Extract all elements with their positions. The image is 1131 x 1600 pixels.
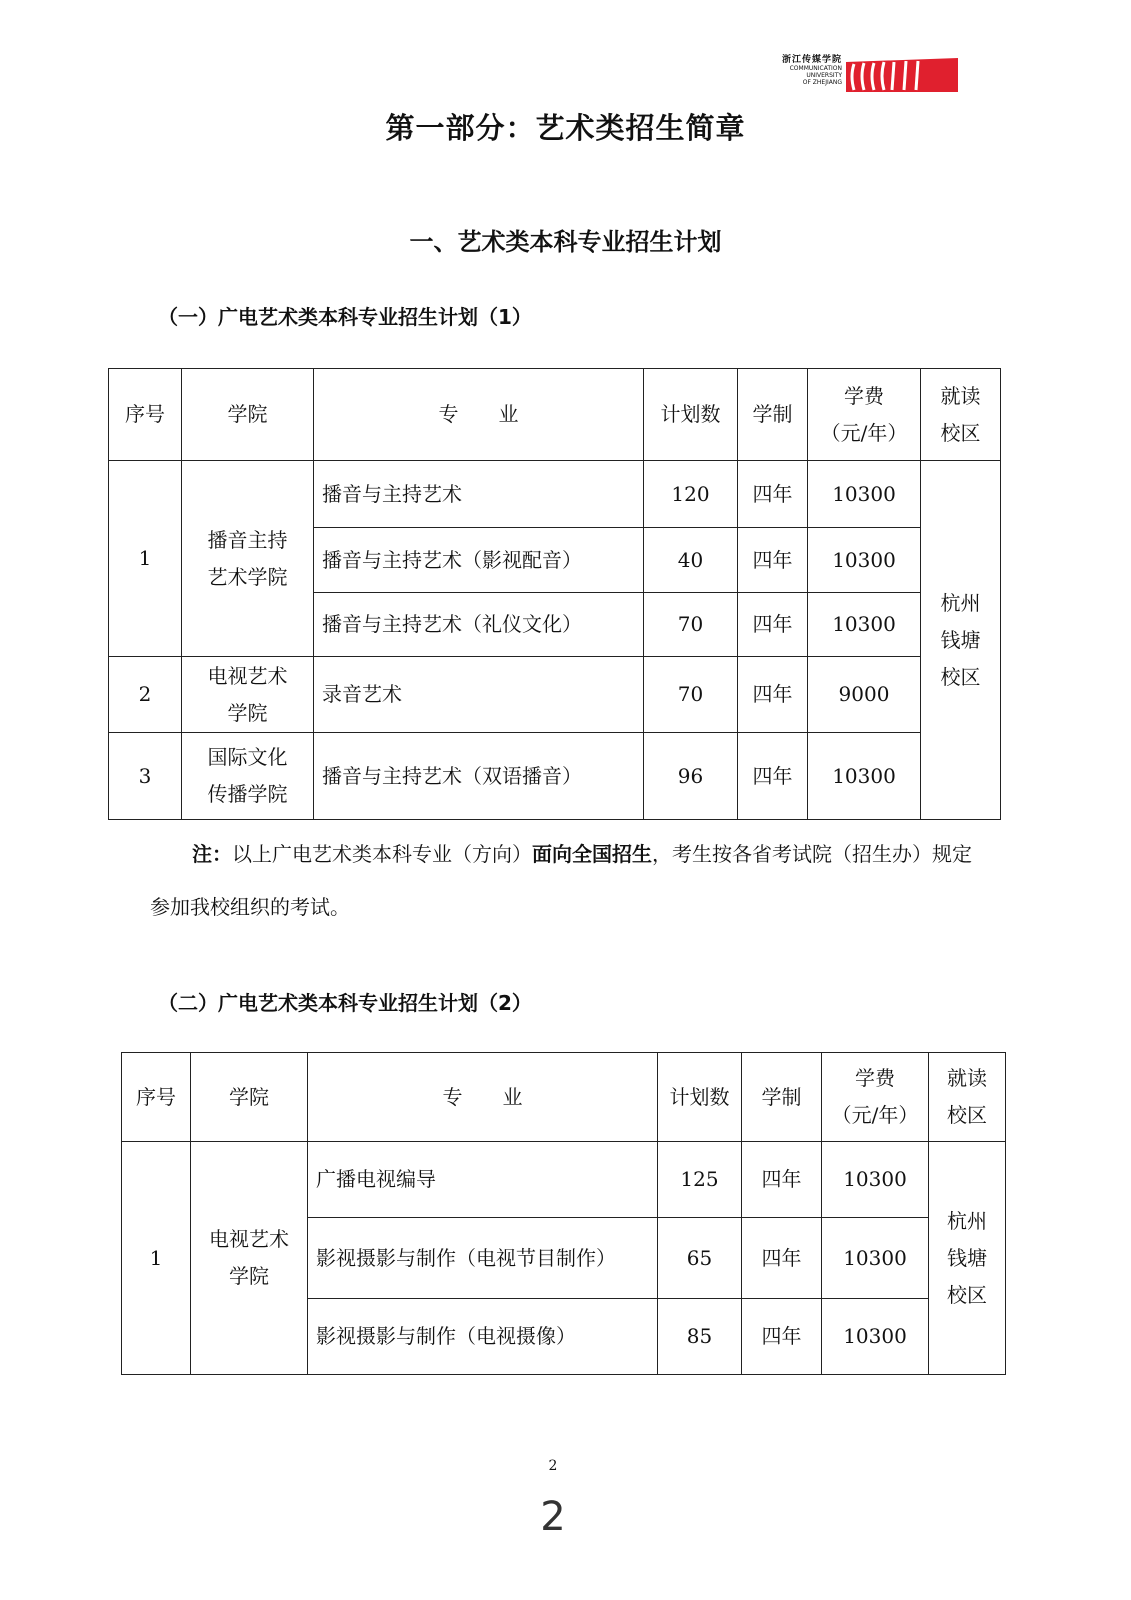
row-duration: 四年 xyxy=(738,461,808,528)
table-header-row xyxy=(122,1053,1006,1142)
row-fee: 9000 xyxy=(808,657,921,733)
logo-text xyxy=(770,56,842,86)
row-major: 播音与主持艺术（礼仪文化） xyxy=(314,593,644,657)
header-college: 学院 xyxy=(191,1053,308,1142)
campus-line2: 钱塘 xyxy=(947,1245,987,1270)
header-fee-line2: （元/年） xyxy=(820,420,908,445)
header-fee xyxy=(822,1053,929,1142)
note-text1: 以上广电艺术类本科专业（方向） xyxy=(232,842,532,866)
row-plan: 85 xyxy=(658,1299,742,1375)
row-duration: 四年 xyxy=(738,593,808,657)
header-major: 专 业 xyxy=(314,369,644,461)
table-header-row xyxy=(109,369,1001,461)
header-duration: 学制 xyxy=(742,1053,822,1142)
college-line2: 学院 xyxy=(227,700,268,725)
header-no: 序号 xyxy=(122,1053,191,1142)
row-duration: 四年 xyxy=(742,1299,822,1375)
row-college xyxy=(191,1142,308,1375)
header-duration: 学制 xyxy=(738,369,808,461)
page-title: 第一部分：艺术类招生简章 xyxy=(385,111,746,145)
row-plan: 40 xyxy=(644,528,738,593)
row-major: 播音与主持艺术 xyxy=(314,461,644,528)
row-plan: 125 xyxy=(658,1142,742,1218)
row-fee: 10300 xyxy=(822,1218,929,1299)
section-title: 一、艺术类本科专业招生计划 xyxy=(409,228,722,256)
table-row xyxy=(109,657,1001,733)
row-major: 影视摄影与制作（电视节目制作） xyxy=(308,1218,658,1299)
header-no: 序号 xyxy=(109,369,182,461)
row-major: 播音与主持艺术（双语播音） xyxy=(314,733,644,820)
header-campus-line2: 校区 xyxy=(947,1103,987,1127)
university-logo xyxy=(770,56,980,94)
header-plan: 计划数 xyxy=(658,1053,742,1142)
college-line1: 电视艺术 xyxy=(207,663,288,688)
row-duration: 四年 xyxy=(742,1218,822,1299)
plan-table-1 xyxy=(108,368,1001,820)
college-line2: 传播学院 xyxy=(207,782,288,806)
row-major: 影视摄影与制作（电视摄像） xyxy=(308,1299,658,1375)
row-fee: 10300 xyxy=(822,1142,929,1218)
row-major: 播音与主持艺术（影视配音） xyxy=(314,528,644,593)
row-no: 1 xyxy=(122,1142,191,1375)
note-bold: 面向全国招生 xyxy=(532,842,652,866)
row-plan: 120 xyxy=(644,461,738,528)
campus-line3: 校区 xyxy=(940,664,981,689)
logo-cn: 浙江传媒学院 xyxy=(781,55,842,65)
logo-en-line3: OF ZHEJIANG xyxy=(802,79,842,86)
row-plan: 65 xyxy=(658,1218,742,1299)
row-fee: 10300 xyxy=(822,1299,929,1375)
campus-line3: 校区 xyxy=(947,1282,987,1307)
section1-note xyxy=(150,828,980,934)
header-campus-line1: 就读 xyxy=(947,1066,987,1090)
row-duration: 四年 xyxy=(738,657,808,733)
header-fee-line2: （元/年） xyxy=(831,1103,919,1127)
row-campus xyxy=(929,1142,1006,1375)
header-campus-line1: 就读 xyxy=(940,383,981,408)
header-major: 专 业 xyxy=(308,1053,658,1142)
page-number-large: 2 xyxy=(540,1494,566,1540)
header-plan: 计划数 xyxy=(644,369,738,461)
row-no: 2 xyxy=(109,657,182,733)
campus-line1: 杭州 xyxy=(947,1208,987,1233)
table-row xyxy=(122,1142,1006,1218)
college-line1: 国际文化 xyxy=(207,745,288,769)
table-row xyxy=(109,733,1001,820)
row-duration: 四年 xyxy=(738,733,808,820)
header-fee xyxy=(808,369,921,461)
section1-heading: （一）广电艺术类本科专业招生计划（1） xyxy=(158,305,532,329)
college-line1: 电视艺术 xyxy=(209,1227,289,1251)
table-row xyxy=(109,461,1001,528)
note-text2: ，考生按各省考试院（招生办）规定参加我校组织的考试。 xyxy=(150,842,972,919)
row-duration: 四年 xyxy=(742,1142,822,1218)
row-duration: 四年 xyxy=(738,528,808,593)
row-major: 录音艺术 xyxy=(314,657,644,733)
row-plan: 96 xyxy=(644,733,738,820)
plan-table-2 xyxy=(121,1052,1006,1375)
page-number-small: 2 xyxy=(548,1458,558,1474)
section2-heading: （二）广电艺术类本科专业招生计划（2） xyxy=(158,991,532,1015)
header-fee-line1: 学费 xyxy=(855,1066,895,1090)
college-line2: 学院 xyxy=(229,1264,269,1288)
row-fee: 10300 xyxy=(808,461,921,528)
row-campus xyxy=(921,461,1001,820)
logo-en-line1: COMMUNICATION xyxy=(789,65,842,72)
header-college: 学院 xyxy=(182,369,314,461)
college-line2: 艺术学院 xyxy=(207,564,288,589)
row-plan: 70 xyxy=(644,593,738,657)
row-no: 1 xyxy=(109,461,182,657)
campus-line2: 钱塘 xyxy=(940,627,981,652)
college-line1: 播音主持 xyxy=(207,527,288,552)
header-campus xyxy=(929,1053,1006,1142)
header-campus-line2: 校区 xyxy=(940,420,981,445)
row-college xyxy=(182,733,314,820)
header-fee-line1: 学费 xyxy=(844,383,884,408)
row-college xyxy=(182,657,314,733)
campus-line1: 杭州 xyxy=(940,590,981,615)
row-fee: 10300 xyxy=(808,528,921,593)
logo-en-line2: UNIVERSITY xyxy=(806,72,842,79)
row-plan: 70 xyxy=(644,657,738,733)
row-major: 广播电视编导 xyxy=(308,1142,658,1218)
logo-stripes-icon xyxy=(846,58,958,92)
note-label: 注： xyxy=(192,842,232,866)
row-no: 3 xyxy=(109,733,182,820)
row-fee: 10300 xyxy=(808,593,921,657)
row-college xyxy=(182,461,314,657)
header-campus xyxy=(921,369,1001,461)
row-fee: 10300 xyxy=(808,733,921,820)
